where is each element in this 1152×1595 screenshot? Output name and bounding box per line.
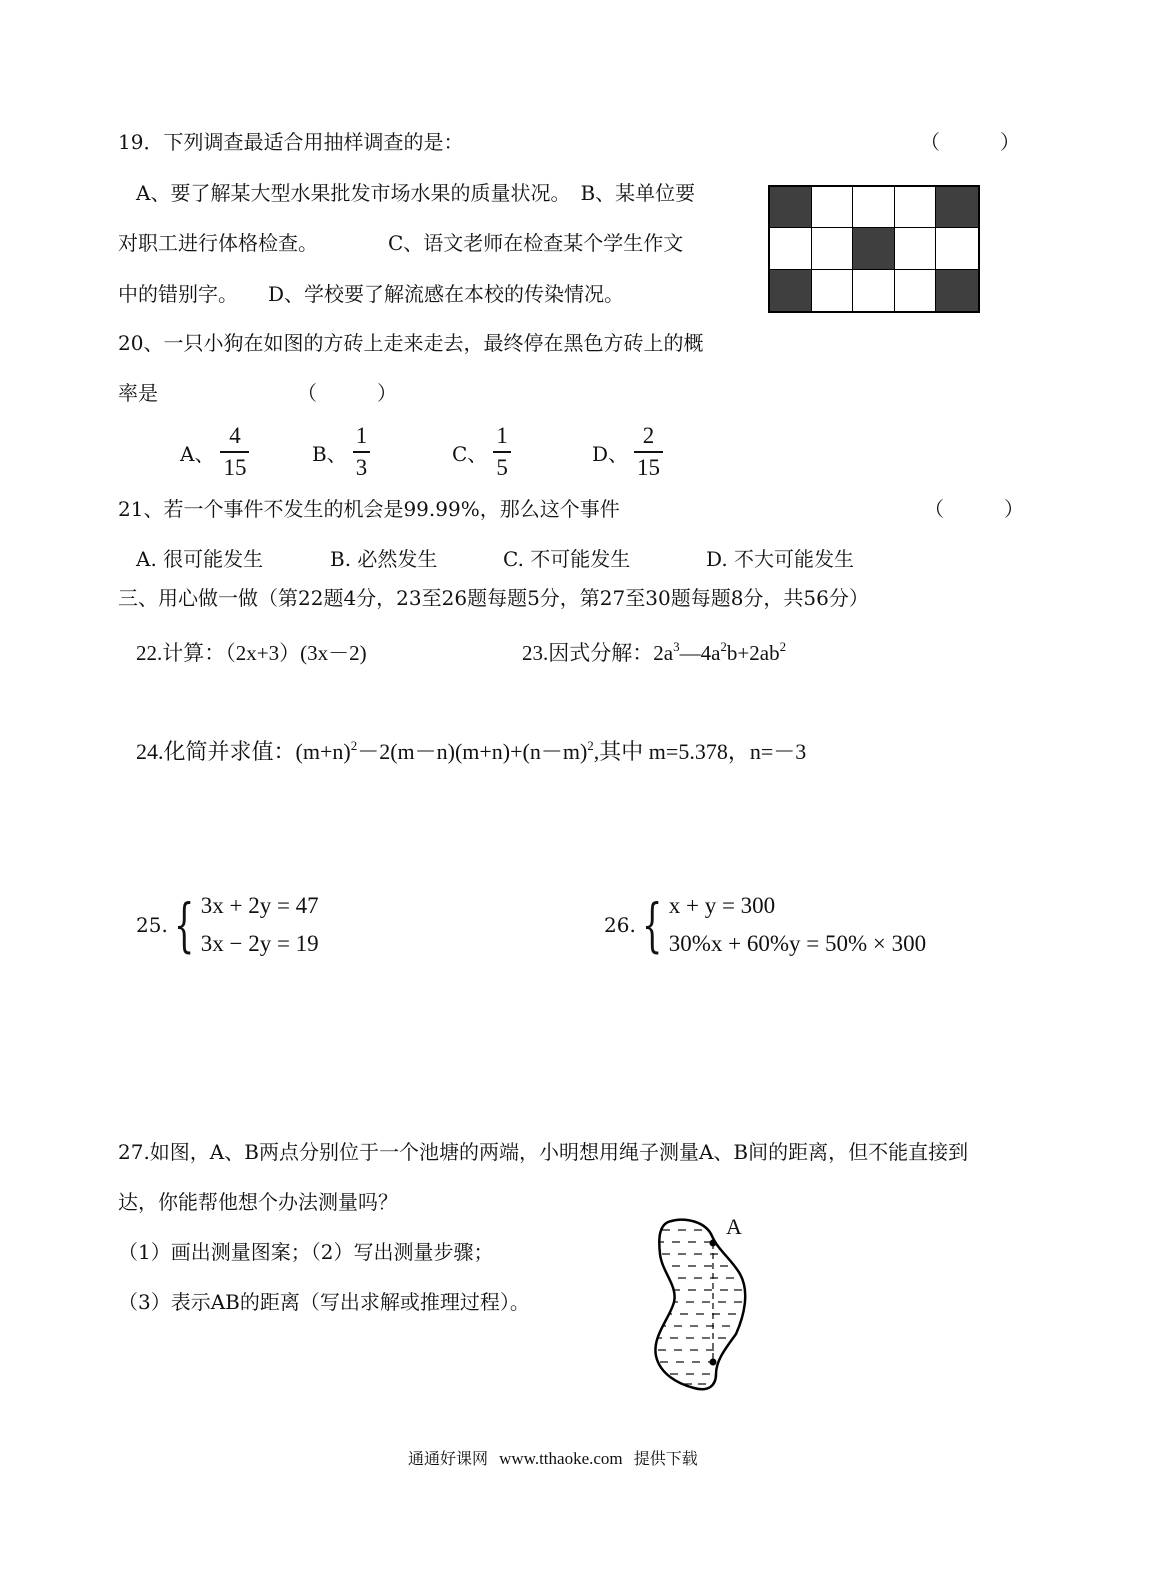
q23-part: —4a — [679, 641, 721, 665]
q24-part: 24.化简并求值：(m+n) — [136, 739, 351, 764]
tile-white — [770, 228, 812, 269]
numerator: 1 — [496, 423, 508, 448]
equation: 3x − 2y = 19 — [200, 931, 319, 956]
option-label: B、 — [312, 441, 347, 466]
q27-line3: （1）画出测量图案；（2）写出测量步骤； — [118, 1240, 494, 1264]
q21-answer-paren: （ ） — [924, 497, 1024, 521]
q20-answer-paren: （ ） — [297, 381, 397, 405]
tile-white — [936, 228, 978, 269]
numerator: 4 — [229, 423, 241, 448]
exponent: 2 — [720, 639, 727, 654]
q21-option-a: A. 很可能发生 — [136, 547, 264, 571]
tile-dark — [936, 270, 978, 311]
exponent: 2 — [779, 639, 787, 654]
tile-white — [853, 187, 895, 228]
tile-white — [812, 187, 854, 228]
tile-white — [895, 187, 937, 228]
exponent: 3 — [673, 639, 680, 654]
q19-stem: 19．下列调查最适合用抽样调查的是： — [118, 130, 464, 154]
denominator: 5 — [496, 455, 508, 480]
numerator: 2 — [642, 423, 655, 448]
q21-option-d: D. 不大可能发生 — [706, 547, 855, 571]
tile-grid-figure — [768, 185, 980, 313]
footer-suffix: 提供下载 — [633, 1449, 698, 1468]
q20-option-b — [312, 423, 370, 481]
tile-white — [812, 228, 854, 269]
tile-dark — [770, 270, 812, 311]
q21-option-c: C. 不可能发生 — [503, 547, 631, 571]
q21-option-b: B. 必然发生 — [330, 547, 438, 571]
tile-white — [895, 228, 937, 269]
q21-stem: 21、若一个事件不发生的机会是99.99%，那么这个事件 — [118, 497, 620, 521]
footer — [408, 1446, 698, 1469]
point-a-label: A — [726, 1214, 742, 1239]
brace-icon: { — [641, 891, 663, 959]
q20-option-d — [592, 423, 663, 481]
denominator: 3 — [355, 455, 368, 480]
option-label: A、 — [180, 441, 215, 466]
q27-line1: 27.如图，A、B两点分别位于一个池塘的两端，小明想用绳子测量A、B间的距离，但不能直接到 — [118, 1140, 969, 1164]
pond-figure — [640, 1210, 770, 1400]
q19-line1: A、要了解某大型水果批发市场水果的质量状况。 B、某单位要 — [136, 181, 696, 205]
tile-dark — [853, 228, 895, 269]
q24-part: －2(m－n)(m+n)+(n－m) — [357, 739, 588, 764]
q26-label: 26. — [604, 913, 636, 937]
q19-line2: 对职工进行体格检查。 C、语文老师在检查某个学生作文 — [118, 231, 684, 255]
q20-line1: 20、一只小狗在如图的方砖上走来走去，最终停在黑色方砖上的概 — [118, 331, 704, 355]
q27-line2: 达，你能帮他想个办法测量吗？ — [118, 1190, 398, 1214]
brace-icon: { — [173, 891, 195, 959]
q24-part: ,其中 m=5.378，n=－3 — [593, 739, 807, 764]
option-label: D、 — [592, 441, 629, 466]
tile-dark — [936, 187, 978, 228]
q25-label: 25. — [136, 913, 168, 937]
denominator: 15 — [637, 455, 661, 480]
q23-text — [522, 641, 786, 665]
q25-equation-system — [136, 887, 319, 963]
q27-line4: （3）表示AB的距离（写出求解或推理过程）。 — [118, 1290, 530, 1314]
tile-white — [812, 270, 854, 311]
denominator: 15 — [223, 455, 247, 480]
q22-text: 22.计算：（2x+3）(3x－2) — [136, 641, 367, 665]
point-a — [710, 1240, 717, 1247]
q24-text — [136, 740, 806, 764]
exponent: 2 — [350, 738, 358, 753]
footer-site: 通通好课网 — [408, 1449, 489, 1468]
section-3-heading: 三、用心做一做（第22题4分，23至26题每题5分，第27至30题每题8分，共56分） — [118, 586, 869, 610]
q23-part: 23.因式分解：2a — [522, 641, 674, 665]
q26-equation-system — [604, 887, 926, 963]
tile-white — [853, 270, 895, 311]
numerator: 1 — [355, 423, 368, 448]
q19-answer-paren: （ ） — [920, 130, 1020, 154]
q19-line3: 中的错别字。 D、学校要了解流感在本校的传染情况。 — [118, 282, 625, 306]
exponent: 2 — [587, 738, 594, 753]
option-label: C、 — [452, 441, 488, 466]
footer-url[interactable]: www.tthaoke.com — [499, 1449, 623, 1468]
equation: 30%x + 60%y = 50% × 300 — [668, 931, 927, 956]
equation: x + y = 300 — [668, 893, 776, 918]
q20-line2: 率是 — [118, 381, 158, 405]
q23-part: b+2ab — [726, 641, 780, 665]
q20-option-c — [452, 423, 511, 481]
tile-white — [895, 270, 937, 311]
point-b — [710, 1359, 717, 1366]
q20-option-a — [180, 423, 249, 481]
equation: 3x + 2y = 47 — [200, 893, 319, 918]
tile-dark — [770, 187, 812, 228]
